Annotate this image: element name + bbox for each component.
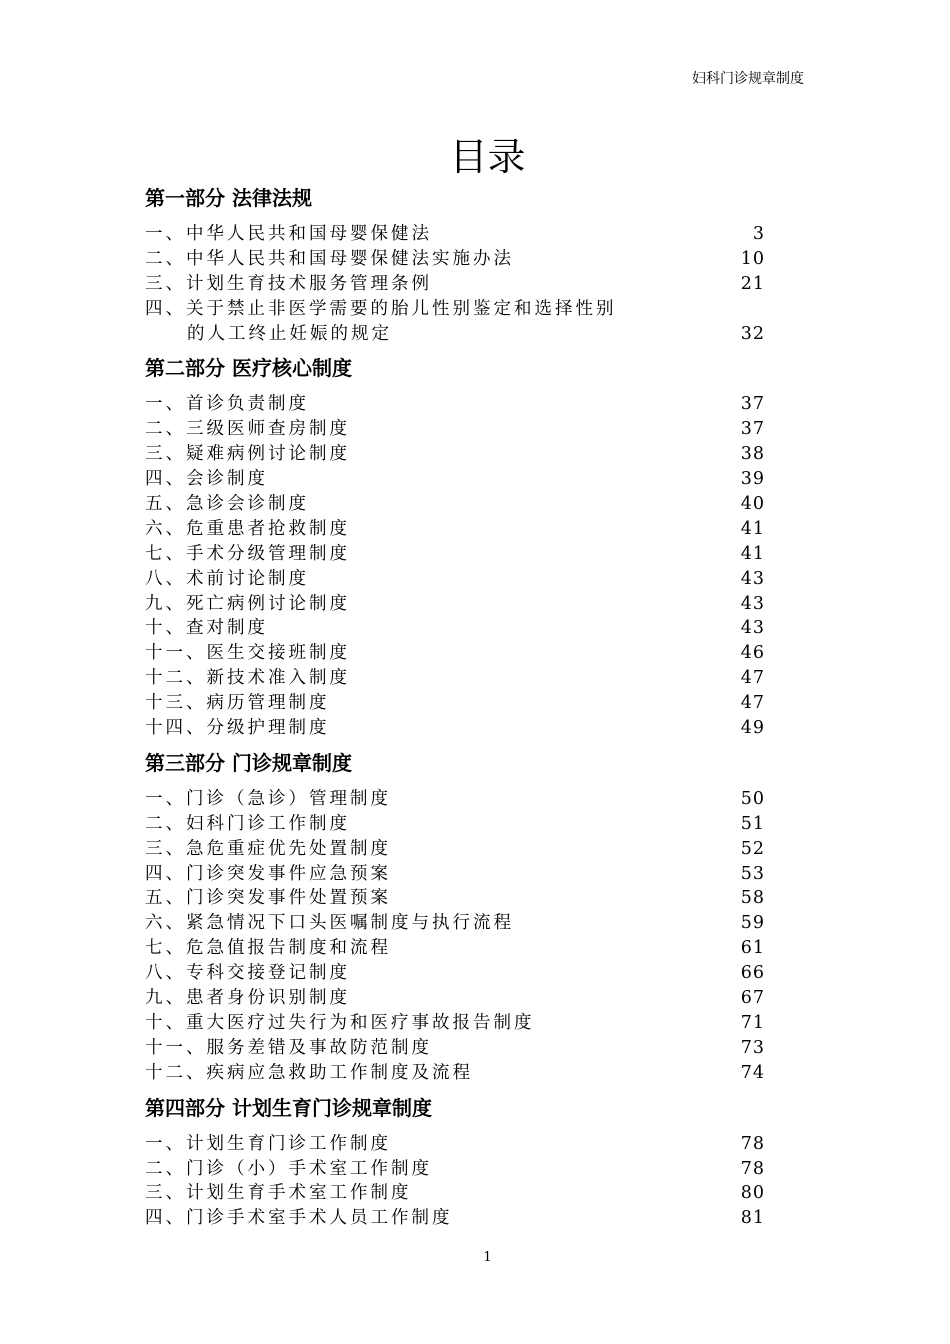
toc-page-number: 58 [740, 888, 765, 909]
toc-page-number: 59 [740, 913, 765, 934]
toc-page-number: 51 [740, 813, 765, 834]
toc-entry [145, 787, 775, 812]
toc-entry [145, 961, 775, 986]
toc-entry-text: 四、门诊手术室手术人员工作制度 [145, 1208, 453, 1229]
toc-entry-text: 四、门诊突发事件应急预案 [145, 863, 391, 884]
running-header: 妇科门诊规章制度 [692, 71, 804, 87]
toc-entry [145, 616, 775, 641]
toc-entry [145, 1157, 775, 1182]
toc-page-number: 74 [740, 1062, 765, 1083]
toc-page-number: 41 [740, 518, 765, 539]
toc-page-number: 3 [752, 224, 765, 244]
toc-page-number: 40 [740, 494, 765, 515]
toc-entry-text: 四、会诊制度 [145, 469, 268, 490]
toc-entry [145, 222, 775, 247]
toc-entry-text: 一、门诊（急诊）管理制度 [145, 788, 391, 809]
toc-entry [145, 492, 775, 517]
toc-entry-text: 一、计划生育门诊工作制度 [145, 1133, 391, 1154]
toc-page-number: 78 [740, 1158, 765, 1179]
toc-entry [145, 272, 775, 297]
toc-page-number: 71 [740, 1012, 765, 1033]
toc-entry-text: 二、门诊（小）手术室工作制度 [145, 1158, 432, 1179]
toc-page-number: 41 [740, 543, 765, 564]
toc-section [145, 354, 775, 740]
toc-entry-text: 五、急诊会诊制度 [145, 494, 309, 515]
toc-entry [145, 297, 775, 322]
toc-page-number: 47 [740, 668, 765, 689]
toc-entry-text: 四、关于禁止非医学需要的胎儿性别鉴定和选择性别 [145, 298, 617, 319]
page-title: 目录 [449, 135, 526, 179]
toc-page-number: 46 [740, 643, 765, 664]
toc-entry [145, 592, 775, 617]
toc-entry [145, 641, 775, 666]
toc-page-number: 81 [740, 1208, 765, 1229]
toc-entry [145, 986, 775, 1011]
toc-page-number: 50 [740, 788, 765, 809]
toc-page-number: 32 [740, 323, 765, 344]
toc-page-number: 67 [740, 988, 765, 1009]
toc-entry [145, 837, 775, 862]
toc-page-number: 43 [740, 618, 765, 639]
toc-entry [145, 716, 775, 741]
toc-entry-text: 九、死亡病例讨论制度 [145, 593, 350, 614]
toc-entry [145, 911, 775, 936]
toc-page-number: 80 [740, 1183, 765, 1204]
section-title: 第二部分 医疗核心制度 [145, 356, 352, 381]
toc-entry-text: 十、重大医疗过失行为和医疗事故报告制度 [145, 1012, 535, 1033]
toc-page-number: 39 [740, 469, 765, 490]
toc-entry [145, 666, 775, 691]
toc-entry [145, 392, 775, 417]
toc-entry-text: 一、中华人民共和国母婴保健法 [145, 224, 432, 244]
toc-entry [145, 1132, 775, 1157]
toc-section [145, 749, 775, 1086]
toc-entry-text: 十一、服务差错及事故防范制度 [145, 1037, 432, 1058]
toc-entry-text: 十、查对制度 [145, 618, 268, 639]
toc-page-number: 53 [740, 863, 765, 884]
toc-page-number: 52 [740, 838, 765, 859]
toc-entry-text: 二、妇科门诊工作制度 [145, 813, 350, 834]
toc-page-number: 37 [740, 419, 765, 440]
toc-page-number: 49 [740, 718, 765, 739]
toc-entry [145, 1036, 775, 1061]
toc-entry [145, 1011, 775, 1036]
toc-entry [145, 542, 775, 567]
toc-page-number: 37 [740, 394, 765, 415]
toc-section [145, 184, 775, 346]
toc-entry-text: 六、紧急情况下口头医嘱制度与执行流程 [145, 913, 514, 934]
toc-entry-text: 一、首诊负责制度 [145, 394, 309, 415]
toc-entry-text: 十二、疾病应急救助工作制度及流程 [145, 1062, 473, 1083]
toc-page-number: 61 [740, 938, 765, 959]
toc-section [145, 1094, 775, 1232]
toc-entry [145, 467, 775, 492]
toc-entry-text: 七、危急值报告制度和流程 [145, 938, 391, 959]
toc-entry [145, 517, 775, 542]
toc-entry [145, 1061, 775, 1086]
toc-entry [145, 322, 775, 347]
toc-entry-text: 二、三级医师查房制度 [145, 419, 350, 440]
toc-entry-text: 九、患者身份识别制度 [145, 988, 350, 1009]
toc-entry [145, 567, 775, 592]
toc-entry-text: 六、危重患者抢救制度 [145, 518, 350, 539]
toc-entry-text: 八、专科交接登记制度 [145, 963, 350, 984]
toc-entry-text: 二、中华人民共和国母婴保健法实施办法 [145, 248, 514, 269]
toc-page-number: 47 [740, 693, 765, 714]
toc-entry [145, 886, 775, 911]
toc-entry [145, 862, 775, 887]
toc-entry [145, 417, 775, 442]
toc-page-number: 66 [740, 963, 765, 984]
toc-page-number: 43 [740, 593, 765, 614]
toc-entry-text: 三、计划生育技术服务管理条例 [145, 273, 432, 294]
toc-entry [145, 247, 775, 272]
toc-entry-text: 五、门诊突发事件处置预案 [145, 888, 391, 909]
toc-entry [145, 1206, 775, 1231]
table-of-contents [145, 184, 775, 1231]
toc-page-number: 73 [740, 1037, 765, 1058]
toc-entry-text: 的人工终止妊娠的规定 [187, 323, 392, 344]
toc-page-number: 78 [740, 1133, 765, 1154]
toc-entry [145, 442, 775, 467]
toc-entry [145, 1181, 775, 1206]
toc-entry-text: 八、术前讨论制度 [145, 568, 309, 589]
toc-entry [145, 936, 775, 961]
toc-entry-text: 十一、医生交接班制度 [145, 643, 350, 664]
toc-page-number: 21 [740, 273, 765, 294]
section-title: 第四部分 计划生育门诊规章制度 [145, 1095, 432, 1120]
toc-page-number: 43 [740, 568, 765, 589]
page-number: 1 [483, 1250, 492, 1265]
toc-entry-text: 三、急危重症优先处置制度 [145, 838, 391, 859]
toc-entry-text: 十四、分级护理制度 [145, 718, 330, 739]
toc-entry-text: 七、手术分级管理制度 [145, 543, 350, 564]
section-title: 第三部分 门诊规章制度 [145, 750, 352, 775]
toc-entry-text: 十二、新技术准入制度 [145, 668, 350, 689]
toc-entry-text: 三、疑难病例讨论制度 [145, 444, 350, 465]
toc-entry [145, 812, 775, 837]
toc-page-number: 38 [740, 444, 765, 465]
toc-entry-text: 三、计划生育手术室工作制度 [145, 1183, 412, 1204]
section-title: 第一部分 法律法规 [145, 186, 312, 210]
toc-entry [145, 691, 775, 716]
toc-entry-text: 十三、病历管理制度 [145, 693, 330, 714]
toc-page-number: 10 [740, 248, 765, 269]
